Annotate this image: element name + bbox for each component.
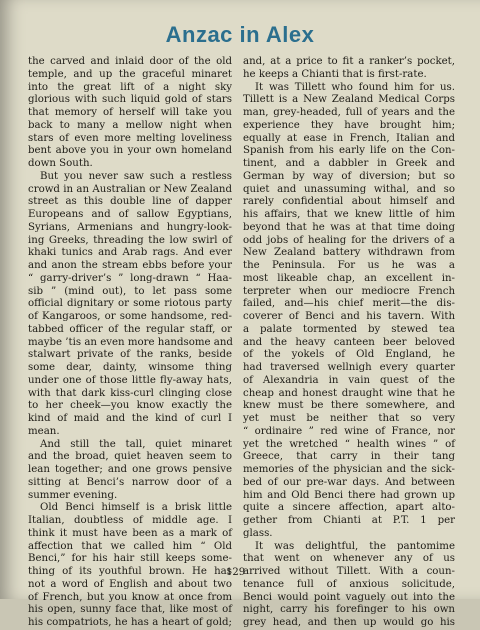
text-line: of Alexandria in vain quest of the [243, 374, 455, 386]
text-line: lean together; and one grows pensive [28, 464, 232, 475]
text-line: khaki tunics and Arab rags. And ever [28, 247, 232, 259]
text-line: and the heavy canteen beer beloved [243, 336, 455, 348]
text-line: with that dark kiss-curl clinging close [28, 387, 232, 399]
text-line: bed of our pre-war days. And between [243, 476, 455, 488]
text-line: Old Benci himself is a brisk little [40, 502, 232, 514]
page-number: 129 [226, 567, 246, 578]
text-line: a palate tormented by stewed tea [243, 323, 455, 335]
text-line: cheap and honest draught wine that he [243, 387, 455, 399]
text-line: Tillett is a New Zealand Medical Corps [243, 94, 455, 106]
text-line: had traversed wellnigh every quarter [243, 362, 455, 373]
text-line: tenance full of anxious solicitude, [243, 578, 455, 590]
text-line: of Kangaroos, or some handsome, red- [28, 311, 232, 322]
text-line: quiet and unassuming withal, and so [243, 183, 455, 195]
text-line: Italian, doubtless of middle age. I [28, 515, 232, 526]
text-line: beyond that he was at that time doing [243, 221, 455, 233]
text-line: odd jobs of healing for the drivers of a [243, 234, 455, 246]
text-line: glass. [243, 527, 273, 539]
text-line: mean. [28, 425, 60, 437]
text-line: tinent, and a dabbler in Greek and [243, 158, 455, 169]
text-line: quite a sincere affection, apart alto- [243, 502, 455, 514]
text-line: thing of its youthful brown. He has [28, 566, 232, 577]
text-line: he keeps a Chianti that is first-rate. [243, 68, 427, 80]
text-line: Greece, that carry in their tang [243, 451, 455, 463]
text-line: failed, and—his chief merit—the dis- [243, 298, 455, 310]
text-line: of French, but you know at once from [28, 591, 232, 603]
left-column [28, 56, 232, 630]
text-line: Europeans and of sallow Egyptians, [28, 209, 232, 220]
text-line: And still the tall, quiet minaret [40, 438, 232, 450]
text-line: But you never saw such a restless [40, 170, 232, 182]
text-line: “ garry-driver’s ” long-drawn “ Haa- [28, 272, 232, 284]
text-line: summer evening. [28, 489, 118, 501]
text-line: gether from Chianti at P.T. 1 per [243, 515, 455, 526]
text-line: him and Old Benci there had grown up [243, 489, 455, 501]
text-line: his open, sunny face that, like most of [28, 604, 232, 616]
text-line: Benci would point vaguely out into the [243, 591, 455, 603]
text-line: crowd in an Australian or New Zealand [28, 183, 232, 195]
text-line: sib ” (mind out), to let pass some [28, 285, 232, 297]
text-line: under one of those little fly-away hats, [28, 374, 232, 386]
text-line: grey head, and then up would go his [243, 617, 455, 628]
text-line: into the great lift of a night sky [28, 81, 232, 93]
text-line: night, carry his forefinger to his own [243, 604, 455, 616]
text-line: maybe ’tis an even more handsome and [28, 336, 233, 348]
text-line: not a word of English and about two [28, 578, 232, 590]
text-line: most likeable chap, an excellent in- [243, 272, 455, 284]
text-line: sitting at Benci’s narrow door of a [28, 476, 232, 488]
text-line: German by way of diversion; but so [243, 170, 455, 182]
text-line: the Peninsula. For us he was a [243, 260, 455, 271]
text-line: experience they have brought him; [243, 119, 455, 131]
text-line: and anon the stream ebbs before your [28, 260, 232, 271]
text-line: Benci,” for his hair still keeps some- [28, 553, 232, 565]
text-line: that memory of herself will take you [28, 107, 232, 118]
text-line: stars of even more melting loveliness [28, 132, 232, 144]
text-line: his compatriots, he has a heart of gold; [28, 617, 232, 628]
text-line: official dignitary or some riotous party [28, 298, 232, 310]
text-line: “ ordinaire ” red wine of France, nor [243, 425, 455, 437]
text-line: kind of maid and the kind of curl I [28, 413, 232, 424]
text-line: rarely confidential about himself and [243, 196, 455, 208]
text-line: temple, and up the graceful minaret [28, 68, 232, 80]
text-line: back to many a mellow night when [28, 119, 232, 131]
page-title: Anzac in Alex [165, 22, 315, 47]
text-line: think it must have been as a mark of [28, 527, 232, 539]
text-line: Syrians, Armenians and hungry-look- [28, 221, 232, 233]
text-line: down South. [28, 158, 93, 169]
text-line: some dear, dainty, winsome thing [28, 362, 232, 373]
text-line: of the yokels of Old England, he [243, 349, 455, 361]
text-line: yet the wretched “ health wines ” of [243, 438, 455, 450]
text-line: his affairs, that we knew little of him [243, 209, 455, 220]
text-line: the carved and inlaid door of the old [28, 56, 232, 67]
text-line: man, grey-headed, full of years and the [243, 107, 455, 118]
text-line: tabbed officer of the regular staff, or [28, 323, 232, 335]
text-line: terpreter when our mediocre French [243, 285, 455, 297]
text-line: to her cheek—you know exactly the [28, 400, 232, 412]
text-line: equally at ease in French, Italian and [243, 132, 455, 144]
text-line: memories of the physician and the sick- [243, 464, 455, 475]
right-column [243, 56, 455, 630]
text-line: coverer of Benci and his tavern. With [243, 311, 455, 322]
text-line: stalwart private of the ranks, beside [28, 349, 232, 361]
text-line: and the broad, quiet heaven seem to [28, 451, 232, 463]
text-line: knew must be there somewhere, and [243, 400, 455, 412]
text-line: street as this double line of dapper [28, 196, 232, 208]
text-line: Spanish from his early life on the Con- [243, 145, 455, 157]
text-line: affection that we called him “ Old [28, 540, 232, 552]
text-line: yet must be neither that so very [243, 413, 455, 424]
text-line: arrived without Tillett. With a coun- [243, 566, 455, 577]
text-line: It was delightful, the pantomime [255, 540, 455, 552]
text-line: and, at a price to fit a ranker’s pocket, [243, 56, 455, 67]
text-line: It was Tillett who found him for us. [255, 81, 455, 93]
text-line: glorious with such liquid gold of stars [28, 94, 232, 106]
text-line: that went on whenever any of us [243, 553, 455, 565]
text-line: bent above you in your own homeland [28, 145, 232, 157]
text-line: New Zealand battery withdrawn from [243, 247, 455, 259]
text-line: ing Greeks, threading the low swirl of [28, 234, 232, 246]
